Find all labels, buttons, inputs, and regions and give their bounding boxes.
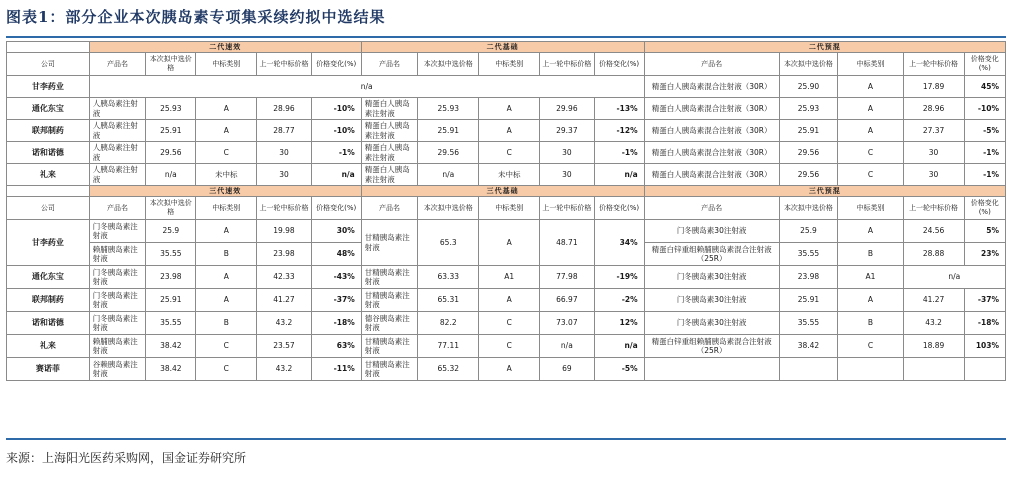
product-name-cell: 精蛋白人胰岛素混合注射液（30R） [644, 98, 779, 120]
product-name-cell: 门冬胰岛素30注射液 [644, 266, 779, 289]
price-cell: 23.98 [779, 266, 838, 289]
price-change-cell: -1% [964, 164, 1005, 186]
column-header: 价格变化(%) [311, 53, 361, 76]
price-cell: 82.2 [418, 312, 479, 335]
prev-price-cell: 30 [257, 142, 311, 164]
product-name-cell: 门冬胰岛素注射液 [89, 312, 146, 335]
prev-price-cell: 19.98 [257, 220, 311, 243]
price-change-cell: 5% [964, 220, 1005, 243]
product-name-cell: 门冬胰岛素30注射液 [644, 289, 779, 312]
company-header: 公司 [7, 197, 90, 220]
price-change-cell: 30% [311, 220, 361, 243]
table-row [7, 220, 1006, 243]
price-change-cell: -37% [311, 289, 361, 312]
column-header: 上一轮中标价格 [903, 53, 964, 76]
price-cell: 25.91 [779, 120, 838, 142]
column-header: 本次拟中选价格 [779, 53, 838, 76]
company-name: 联邦制药 [7, 120, 90, 142]
product-name-cell: 谷赖胰岛素注射液 [89, 358, 146, 381]
column-header: 本次拟中选价格 [146, 53, 196, 76]
price-change-cell: 23% [964, 243, 1005, 266]
price-change-cell: n/a [594, 164, 644, 186]
price-cell: 65.31 [418, 289, 479, 312]
price-cell: n/a [418, 164, 479, 186]
product-name-cell: 门冬胰岛素30注射液 [644, 312, 779, 335]
prev-price-cell: 43.2 [903, 312, 964, 335]
table-row [7, 312, 1006, 335]
category-cell: A [479, 120, 540, 142]
column-header: 价格变化(%) [964, 197, 1005, 220]
company-name: 赛诺菲 [7, 358, 90, 381]
product-name-cell: 甘精胰岛素注射液 [361, 289, 418, 312]
price-cell: 38.42 [779, 335, 838, 358]
company-name: 甘李药业 [7, 76, 90, 98]
group-header-3: 三代预混 [644, 186, 1005, 197]
table-row [7, 120, 1006, 142]
prev-price-cell: 77.98 [540, 266, 594, 289]
column-header: 中标类别 [838, 197, 903, 220]
category-cell: A [838, 289, 903, 312]
prev-price-cell: 17.89 [903, 76, 964, 98]
section-spacer [7, 42, 90, 53]
price-change-cell: -2% [594, 289, 644, 312]
prev-price-cell: 43.2 [257, 312, 311, 335]
price-change-cell: 12% [594, 312, 644, 335]
category-cell: A [196, 120, 257, 142]
prev-price-cell: 29.37 [540, 120, 594, 142]
empty-cell [964, 358, 1005, 381]
category-cell: C [838, 335, 903, 358]
category-cell: A [196, 220, 257, 243]
section-header-row [7, 186, 1006, 197]
table-row [7, 76, 1006, 98]
column-header: 产品名 [89, 53, 146, 76]
category-cell: A [196, 266, 257, 289]
category-cell: A [196, 98, 257, 120]
price-change-cell: -10% [311, 98, 361, 120]
price-change-cell: -10% [964, 98, 1005, 120]
price-change-cell: -5% [964, 120, 1005, 142]
group-header-1: 二代速效 [89, 42, 361, 53]
price-change-cell: -1% [594, 142, 644, 164]
company-name: 联邦制药 [7, 289, 90, 312]
price-change-cell: 48% [311, 243, 361, 266]
category-cell: A [479, 289, 540, 312]
price-change-cell: 63% [311, 335, 361, 358]
category-cell: A [479, 358, 540, 381]
product-name-cell: 人胰岛素注射液 [89, 120, 146, 142]
category-cell: C [196, 335, 257, 358]
price-cell: 29.56 [779, 142, 838, 164]
price-cell: 29.56 [418, 142, 479, 164]
prev-price-cell: n/a [540, 335, 594, 358]
category-cell: C [196, 358, 257, 381]
prev-price-cell: 24.56 [903, 220, 964, 243]
price-cell: 65.32 [418, 358, 479, 381]
figure-title: 图表1：部分企业本次胰岛素专项集采续约拟中选结果 [6, 8, 386, 26]
na-span-cell: n/a [903, 266, 1005, 289]
column-header: 中标类别 [479, 53, 540, 76]
category-cell: A [838, 120, 903, 142]
price-cell: 63.33 [418, 266, 479, 289]
company-name: 通化东宝 [7, 98, 90, 120]
category-cell: A [838, 220, 903, 243]
source-note: 来源：上海阳光医药采购网，国金证券研究所 [6, 451, 247, 465]
column-header: 本次拟中选价格 [418, 53, 479, 76]
column-header: 本次拟中选价格 [418, 197, 479, 220]
category-cell: 未中标 [479, 164, 540, 186]
prev-price-cell: 28.88 [903, 243, 964, 266]
product-name-cell: 门冬胰岛素30注射液 [644, 220, 779, 243]
category-cell: 未中标 [196, 164, 257, 186]
empty-cell [779, 358, 838, 381]
product-name-cell: 精蛋白人胰岛素混合注射液（30R） [644, 120, 779, 142]
prev-price-cell: 48.71 [540, 220, 594, 266]
price-change-cell: -43% [311, 266, 361, 289]
column-header: 中标类别 [479, 197, 540, 220]
price-change-cell: -11% [311, 358, 361, 381]
column-header-row [7, 53, 1006, 76]
empty-cell [838, 358, 903, 381]
product-name-cell: 赖脯胰岛素注射液 [89, 243, 146, 266]
column-header: 价格变化(%) [594, 53, 644, 76]
product-name-cell: 门冬胰岛素注射液 [89, 266, 146, 289]
category-cell: C [479, 142, 540, 164]
category-cell: B [196, 312, 257, 335]
prev-price-cell: 30 [903, 142, 964, 164]
product-name-cell: 精蛋白人胰岛素注射液 [361, 120, 418, 142]
table-row [7, 289, 1006, 312]
column-header: 上一轮中标价格 [903, 197, 964, 220]
empty-cell [644, 358, 779, 381]
price-cell: 29.56 [146, 142, 196, 164]
product-name-cell: 甘精胰岛素注射液 [361, 335, 418, 358]
category-cell: B [838, 312, 903, 335]
price-cell: 25.93 [146, 98, 196, 120]
prev-price-cell: 30 [540, 164, 594, 186]
column-header: 上一轮中标价格 [540, 53, 594, 76]
price-change-cell: -10% [311, 120, 361, 142]
price-change-cell: -37% [964, 289, 1005, 312]
prev-price-cell: 30 [257, 164, 311, 186]
table-row [7, 358, 1006, 381]
bid-result-table [6, 41, 1006, 381]
column-header: 上一轮中标价格 [540, 197, 594, 220]
group-header-1: 三代速效 [89, 186, 361, 197]
price-cell: 25.90 [779, 76, 838, 98]
column-header-row [7, 197, 1006, 220]
column-header: 产品名 [361, 53, 418, 76]
product-name-cell: 甘精胰岛素注射液 [361, 358, 418, 381]
price-cell: 25.9 [779, 220, 838, 243]
price-change-cell: n/a [311, 164, 361, 186]
product-name-cell: 门冬胰岛素注射液 [89, 289, 146, 312]
prev-price-cell: 23.98 [257, 243, 311, 266]
category-cell: A [838, 98, 903, 120]
column-header: 产品名 [644, 197, 779, 220]
prev-price-cell: 43.2 [257, 358, 311, 381]
table-row [7, 98, 1006, 120]
column-header: 价格变化(%) [594, 197, 644, 220]
price-change-cell: n/a [594, 335, 644, 358]
company-name: 礼来 [7, 335, 90, 358]
price-cell: 38.42 [146, 335, 196, 358]
table-row [7, 142, 1006, 164]
price-change-cell: -13% [594, 98, 644, 120]
price-change-cell: -5% [594, 358, 644, 381]
column-header: 中标类别 [196, 197, 257, 220]
column-header: 产品名 [644, 53, 779, 76]
product-name-cell: 精蛋白人胰岛素注射液 [361, 98, 418, 120]
price-cell: 35.55 [779, 243, 838, 266]
product-name-cell: 人胰岛素注射液 [89, 164, 146, 186]
category-cell: A1 [479, 266, 540, 289]
product-name-cell: 甘精胰岛素注射液 [361, 266, 418, 289]
category-cell: C [838, 142, 903, 164]
group-header-3: 二代预混 [644, 42, 1005, 53]
price-cell: 77.11 [418, 335, 479, 358]
company-name: 诺和诺德 [7, 142, 90, 164]
price-cell: 29.56 [779, 164, 838, 186]
prev-price-cell: 30 [540, 142, 594, 164]
price-cell: 35.55 [146, 243, 196, 266]
price-change-cell: -18% [311, 312, 361, 335]
table-row [7, 266, 1006, 289]
bottom-rule [6, 438, 1006, 440]
price-cell: 25.91 [418, 120, 479, 142]
company-name: 礼来 [7, 164, 90, 186]
prev-price-cell: 18.89 [903, 335, 964, 358]
product-name-cell: 人胰岛素注射液 [89, 142, 146, 164]
price-change-cell: 45% [964, 76, 1005, 98]
product-name-cell: 门冬胰岛素注射液 [89, 220, 146, 243]
price-cell: 25.91 [146, 120, 196, 142]
price-change-cell: -1% [964, 142, 1005, 164]
price-cell: 25.9 [146, 220, 196, 243]
section-spacer [7, 186, 90, 197]
product-name-cell: 精蛋白人胰岛素混合注射液（30R） [644, 142, 779, 164]
section-header-row [7, 42, 1006, 53]
category-cell: A1 [838, 266, 903, 289]
price-cell: 38.42 [146, 358, 196, 381]
category-cell: B [196, 243, 257, 266]
prev-price-cell: 42.33 [257, 266, 311, 289]
price-cell: 25.93 [779, 98, 838, 120]
column-header: 产品名 [361, 197, 418, 220]
column-header: 本次拟中选价格 [146, 197, 196, 220]
table-body [7, 42, 1006, 381]
column-header: 上一轮中标价格 [257, 197, 311, 220]
group-header-2: 三代基础 [361, 186, 644, 197]
price-cell: 25.91 [146, 289, 196, 312]
price-cell: 25.91 [779, 289, 838, 312]
column-header: 上一轮中标价格 [257, 53, 311, 76]
category-cell: A [838, 76, 903, 98]
column-header: 价格变化(%) [311, 197, 361, 220]
price-change-cell: -19% [594, 266, 644, 289]
table-row [7, 335, 1006, 358]
top-rule [6, 36, 1006, 38]
na-span-cell: n/a [89, 76, 644, 98]
price-cell: 35.55 [146, 312, 196, 335]
prev-price-cell: 30 [903, 164, 964, 186]
prev-price-cell: 41.27 [257, 289, 311, 312]
category-cell: C [479, 312, 540, 335]
category-cell: B [838, 243, 903, 266]
price-cell: 65.3 [418, 220, 479, 266]
prev-price-cell: 28.77 [257, 120, 311, 142]
company-name: 通化东宝 [7, 266, 90, 289]
category-cell: C [838, 164, 903, 186]
price-cell: 25.93 [418, 98, 479, 120]
prev-price-cell: 29.96 [540, 98, 594, 120]
prev-price-cell: 69 [540, 358, 594, 381]
product-name-cell: 精蛋白人胰岛素注射液 [361, 142, 418, 164]
column-header: 价格变化(%) [964, 53, 1005, 76]
product-name-cell: 精蛋白人胰岛素注射液 [361, 164, 418, 186]
price-change-cell: -1% [311, 142, 361, 164]
product-name-cell: 精蛋白锌重组赖脯胰岛素混合注射液（25R） [644, 335, 779, 358]
company-header: 公司 [7, 53, 90, 76]
price-cell: 35.55 [779, 312, 838, 335]
column-header: 产品名 [89, 197, 146, 220]
price-change-cell: 34% [594, 220, 644, 266]
category-cell: C [479, 335, 540, 358]
product-name-cell: 德谷胰岛素注射液 [361, 312, 418, 335]
prev-price-cell: 28.96 [903, 98, 964, 120]
company-name: 甘李药业 [7, 220, 90, 266]
prev-price-cell: 73.07 [540, 312, 594, 335]
product-name-cell: 精蛋白人胰岛素混合注射液（30R） [644, 76, 779, 98]
prev-price-cell: 66.97 [540, 289, 594, 312]
price-change-cell: -18% [964, 312, 1005, 335]
price-change-cell: 103% [964, 335, 1005, 358]
product-name-cell: 精蛋白人胰岛素混合注射液（30R） [644, 164, 779, 186]
category-cell: A [479, 98, 540, 120]
column-header: 中标类别 [196, 53, 257, 76]
prev-price-cell: 28.96 [257, 98, 311, 120]
column-header: 中标类别 [838, 53, 903, 76]
price-cell: n/a [146, 164, 196, 186]
table-row [7, 164, 1006, 186]
prev-price-cell: 41.27 [903, 289, 964, 312]
price-change-cell: -12% [594, 120, 644, 142]
category-cell: C [196, 142, 257, 164]
category-cell: A [196, 289, 257, 312]
product-name-cell: 甘精胰岛素注射液 [361, 220, 418, 266]
column-header: 本次拟中选价格 [779, 197, 838, 220]
price-cell: 23.98 [146, 266, 196, 289]
category-cell: A [479, 220, 540, 266]
prev-price-cell: 23.57 [257, 335, 311, 358]
product-name-cell: 精蛋白锌重组赖脯胰岛素混合注射液（25R） [644, 243, 779, 266]
group-header-2: 二代基础 [361, 42, 644, 53]
empty-cell [903, 358, 964, 381]
prev-price-cell: 27.37 [903, 120, 964, 142]
product-name-cell: 赖脯胰岛素注射液 [89, 335, 146, 358]
company-name: 诺和诺德 [7, 312, 90, 335]
product-name-cell: 人胰岛素注射液 [89, 98, 146, 120]
